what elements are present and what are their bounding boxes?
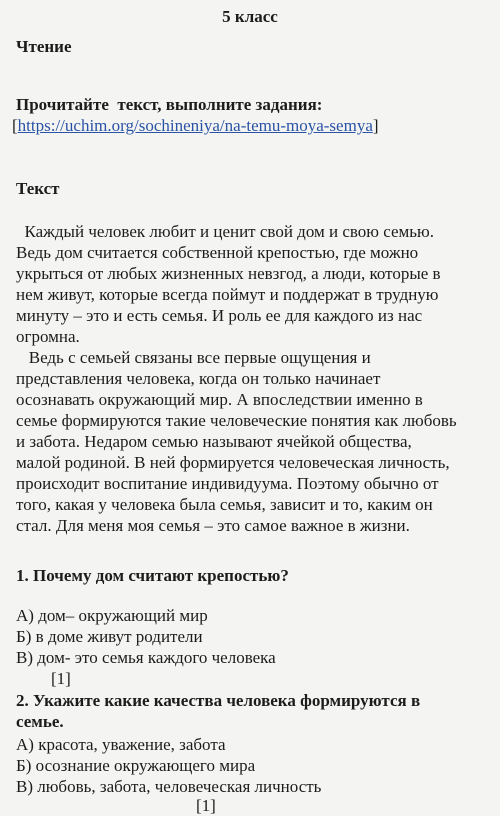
source-link[interactable]: https://uchim.org/sochineniya/na-temu-moya-semya xyxy=(17,116,373,135)
text-line: огромна. xyxy=(16,327,80,346)
question-1-mark: [1] xyxy=(51,669,71,688)
source-link-line xyxy=(12,115,379,137)
text-line: укрыться от любых жизненных невзгод, а люди, которые в xyxy=(16,264,441,283)
text-line: осознавать окружающий мир. А впоследствии именно в xyxy=(16,390,423,409)
text-line: происходит воспитание индивидуума. Поэтому обычно от xyxy=(16,474,439,493)
text-line: Ведь с семьей связаны все первые ощущения и xyxy=(16,348,371,367)
task-instruction: Прочитайте текст, выполните задания: xyxy=(16,95,323,114)
question-1-options xyxy=(16,605,276,689)
section-title: Чтение xyxy=(16,37,72,56)
question-2-title-line: семье. xyxy=(16,712,64,731)
link-close-bracket: ] xyxy=(372,116,379,135)
text-line: Ведь дом считается собственной крепостью, где можно xyxy=(16,243,419,262)
text-line: стал. Для меня моя семья – это самое важное в жизни. xyxy=(16,516,410,535)
text-line: малой родиной. В ней формируется человеческая личность, xyxy=(16,453,450,472)
text-line: семье формируются такие человеческие понятия как любовь xyxy=(16,411,457,430)
link-open-bracket: [ xyxy=(12,116,18,135)
text-line: Каждый человек любит и ценит свой дом и свою семью. xyxy=(16,222,435,241)
question-2-options xyxy=(16,734,321,797)
question-1-option-a[interactable]: А) дом– окружающий мир xyxy=(16,606,208,625)
reading-text xyxy=(16,221,488,536)
text-heading: Текст xyxy=(16,179,60,198)
question-1-option-c[interactable]: В) дом- это семья каждого человека xyxy=(16,648,276,667)
question-2-title xyxy=(16,690,420,732)
question-2-option-c[interactable]: В) любовь, забота, человеческая личность xyxy=(16,777,322,796)
text-line: представления человека, когда он только начинает xyxy=(16,369,381,388)
grade-heading: 5 класс xyxy=(222,7,278,26)
text-line: минуту – это и есть семья. И роль ее для каждого из нас xyxy=(16,306,423,325)
question-2-option-b[interactable]: Б) осознание окружающего мира xyxy=(16,756,256,775)
text-line: и забота. Недаром семью называют ячейкой общества, xyxy=(16,432,412,451)
question-1-option-b[interactable]: Б) в доме живут родители xyxy=(16,627,203,646)
text-line: нем живут, которые всегда поймут и поддержат в трудную xyxy=(16,285,439,304)
question-1-title: 1. Почему дом считают крепостью? xyxy=(16,566,289,585)
question-2-mark: [1] xyxy=(196,796,216,815)
text-line: того, какая у человека была семья, зависит и то, каким он xyxy=(16,495,433,514)
question-2-title-line: 2. Укажите какие качества человека формируются в xyxy=(16,691,421,710)
question-2-option-a[interactable]: А) красота, уважение, забота xyxy=(16,735,226,754)
